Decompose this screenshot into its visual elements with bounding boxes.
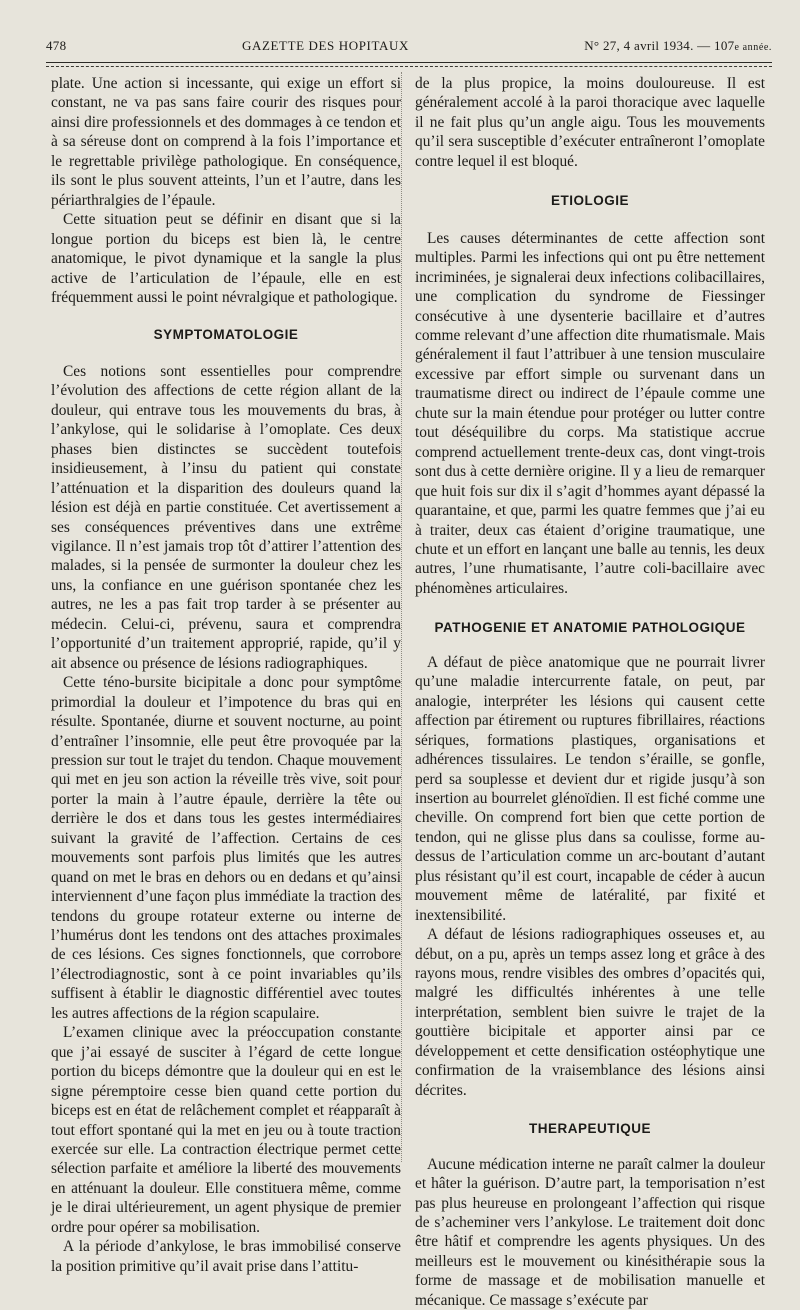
issue-info	[584, 38, 772, 54]
section-heading-pathogenie: PATHOGENIE ET ANATOMIE PATHOLOGIQUE	[434, 620, 746, 636]
issue-date: N° 27, 4 avril 1934. — 107	[584, 38, 735, 53]
paragraph: de la plus propice, la moins douloureuse. Il est généralement accolé à la paroi thoracique avec laquelle il ne fait plus qu’un angle aigu. Tous les mouvements qu’il sera susceptible d’exécuter entraîneront l’omoplate contre lequel il est bloqué.	[415, 75, 765, 170]
journal-title: GAZETTE DES HOPITAUX	[242, 38, 409, 53]
paragraph: Cette téno-bursite bicipitale a donc pour symptôme primordial la douleur et l’impotence du bras qui en résulte. Spontanée, diurne et souvent nocturne, au point d’entraîner l’insomnie, elle peut être provoquée par la pression sur tout le trajet du tendon. Chaque mouvement qui met en jeu son action la réveille très vive, soit pour porter la main à l’autre épaule, derrière la tête ou derrière le dos et dans tous les gestes intermédiaires suivant la gravité de l’affection. Certains de ces mouvements sont parfois plus limités que les autres quand on met le bras en dehors ou en dedans et qu’ainsi interviennent d’une façon plus immédiate la traction des tendons du groupe rotateur externe ou interne de l’humérus dont les tendons ont des attaches proximales de ces lésions. Ces signes fonctionnels, que corrobore l’électrodiagnostic, sont à ce point invariables qu’ils suffisent à établir le diagnostic différentiel avec toutes les autres affections de la région scapulaire.	[51, 674, 401, 1022]
paragraph: Aucune médication interne ne paraît calmer la douleur et hâter la guérison. D’autre part, la temporisation n’est pas plus heureuse en prolongeant l’affection qui risque de s’acheminer vers l’ankylose. Le traitement doit donc être hâtif et comprendre les agents physiques. Un des meilleurs est le mouvement ou kinésithérapie sous la forme de massage et de mobilisation manuelle et mécanique. Ce massage s’exécute par	[415, 1155, 765, 1309]
paragraph: plate. Une action si incessante, qui exige un effort si constant, ne va pas sans faire courir des risques pour ainsi dire professionnels et des dommages à ce tendon et à sa séreuse dont on comprend à la fois l’importance et le regrettable privilège pathologique. En conséquence, ils sont le plus souvent atteints, l’un et l’autre, dans les périarthralgies de l’épaule.	[51, 75, 401, 209]
header-rule	[46, 62, 772, 63]
paragraph: L’examen clinique avec la préoccupation constante que j’ai essayé de susciter à l’égard de cette longue portion du biceps démontre que la douleur qui en est le signe péremptoire cesse bien quand cette portion du biceps est en état de relâchement complet et réapparaît à tout effort spontané qui la met en jeu ou à toute traction exercée sur elle. La contraction électrique permet cette sélection parfaite et améliore la liberté des mouvements en atténuant la douleur. Elle constituera même, comme je le dirai ultérieurement, un agent physique de premier ordre pour opérer sa mobilisation.	[51, 1024, 401, 1236]
left-column	[51, 74, 401, 1276]
column-divider	[401, 72, 402, 1162]
paragraph: Ces notions sont essentielles pour comprendre l’évolution des affections de cette région allant de la douleur, qui entrave tous les mouvements du bras, à l’ankylose, qui le solidarise à l’omoplate. Ces deux phases bien distinctes se succèdent toutefois insidieusement, à l’insu du patient qui constate l’atténuation et la disparition des douleurs quand la lésion est déjà en partie constituée. Cet avertissement a ses conséquences préventives dans une extrême vigilance. Il n’est jamais trop tôt d’attirer l’attention des malades, si la pensée de surmonter la douleur chez les uns, la confiance en une guérison spontanée chez les autres, ne les a pas fait trop tarder à se présenter au médecin. Celui-ci, prévenu, saura et comprendra l’opportunité d’un traitement approprié, rapide, qu’il y ait absence ou présence de lésions radiographiques.	[51, 362, 401, 672]
section-heading-symptomatologie: SYMPTOMATOLOGIE	[153, 327, 299, 343]
running-header	[46, 38, 772, 58]
issue-suffix: e année.	[734, 42, 772, 53]
section-heading-therapeutique: THERAPEUTIQUE	[528, 1121, 651, 1137]
page-number: 478	[46, 38, 67, 53]
right-column	[415, 74, 765, 1310]
paragraph: A défaut de lésions radiographiques osseuses et, au début, on a pu, après un temps assez long et grâce à des rayons mous, rendre visibles des ombres d’opacités qui, malgré les difficultés inhérentes à une telle interprétation, semblent bien suivre le trajet de la gouttière bicipitale et apporter ainsi par ce développement et cette densification ostéophytique une confirmation de la vraisemblance des lésions ainsi décrites.	[415, 926, 765, 1099]
section-heading-etiologie: ETIOLOGIE	[550, 193, 629, 209]
paragraph: A défaut de pièce anatomique que ne pourrait livrer qu’une maladie intercurrente fatale, on peut, par analogie, interpréter les lésions qui causent cette affection par étirement ou ruptures fibrillaires, réactions sériques, formations plastiques, organisations et adhérences tissulaires. Le tendon s’éraille, se gonfle, perd sa souplesse et devient dur et rigide jusqu’à son insertion au bourrelet glénoïdien. Il est fiché comme une cheville. On comprend fort bien que cette portion de tendon, qui ne glisse plus dans sa coulisse, forme au-dessus de l’articulation comme un arc-boutant d’autant plus résistant qu’il est court, incapable de céder à aucun mouvement même de latéralité, par fixité et inextensibilité.	[415, 653, 765, 924]
header-rule-dashed	[46, 66, 772, 67]
paragraph: Cette situation peut se définir en disant que si la longue portion du biceps est bien là, le centre anatomique, le pivot dynamique et la sangle la plus active de l’articulation de l’épaule, elle en est fréquemment aussi le point névralgique et pathologique.	[51, 211, 401, 306]
paragraph: A la période d’ankylose, le bras immobilisé conserve la position primitive qu’il avait prise dans l’attitu-	[51, 1238, 401, 1275]
paragraph: Les causes déterminantes de cette affection sont multiples. Parmi les infections qui ont pu être nettement incriminées, je signalerai deux infections colibacillaires, une complication du syndrome de Fiessinger consécutive à une dysenterie bacillaire et d’autres comme relevant d’une affection dite rhumatismale. Mais généralement il faut l’attribuer à une tension musculaire excessive par effort simple ou survenant dans un traumatisme direct ou indirect de l’épaule comme une chute sur la main étendue pour protéger ou lutter contre tout déséquilibre du corps. Ma statistique accrue comprend actuellement trente-deux cas, dont vingt-trois sont dus à cette dernière origine. Il y a lieu de remarquer que huit fois sur dix il s’agit d’hommes ayant dépassé la quarantaine, et que, parmi les quatre femmes que j’ai eu à traiter, deux cas étaient d’origine traumatique, une chute et un effort en lançant une balle au tennis, les deux autres, l’une rhumatisante, l’autre coli-bacillaire avec phénomènes articulaires.	[415, 229, 765, 597]
